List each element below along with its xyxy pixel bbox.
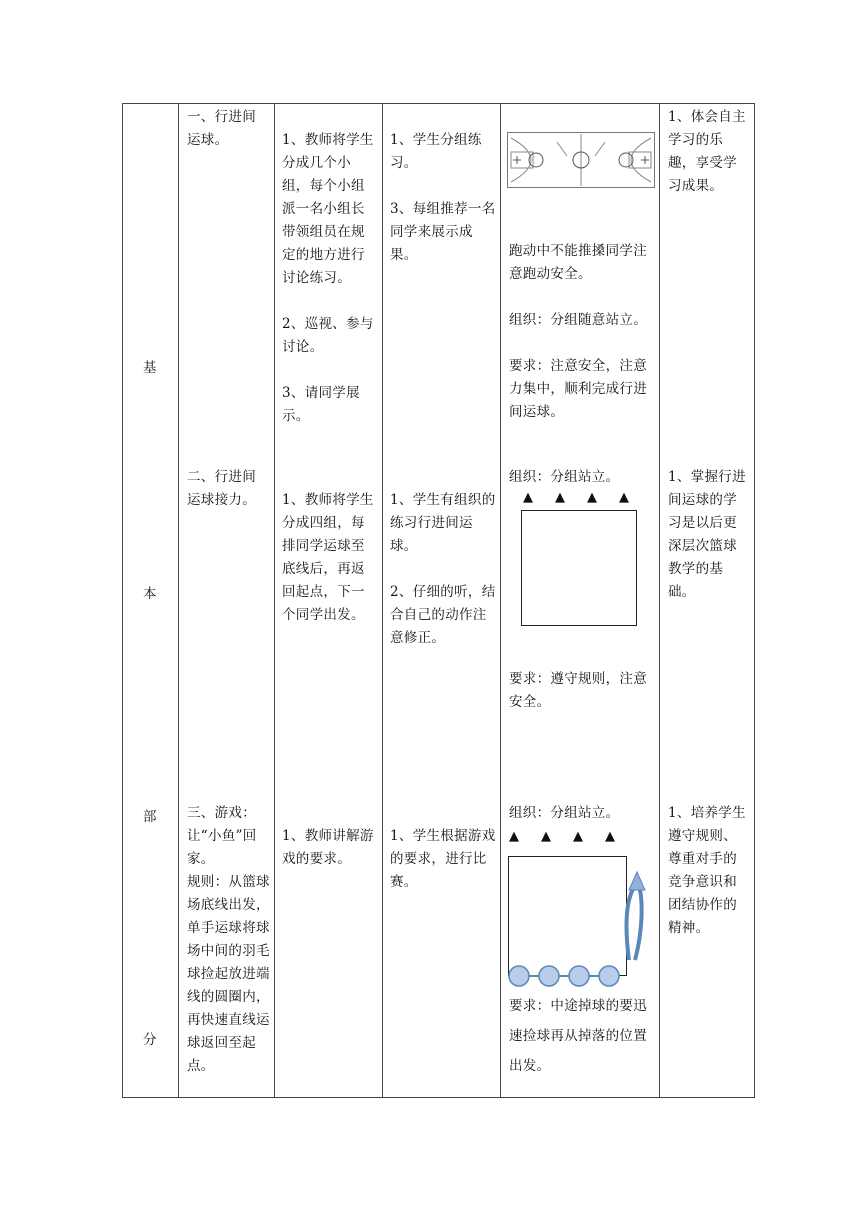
- circle-icon: [599, 966, 619, 986]
- row3-organization-label: 组织：分组站立。: [509, 805, 620, 821]
- row2-student: [390, 466, 496, 673]
- section-label-char: 分: [143, 1032, 157, 1048]
- lesson-plan-table: [122, 103, 755, 1098]
- organization-note: 要求：注意安全，注意力集中，顺利完成行进间运球。: [509, 358, 647, 420]
- row2-content: 二、行进间 运球接力。: [187, 469, 256, 508]
- row3-teacher: [282, 802, 378, 894]
- student-step: 1、学生分组练习。: [390, 132, 482, 171]
- column-divider: [500, 104, 501, 1097]
- row1-student: [390, 106, 496, 290]
- column-divider: [659, 104, 660, 1097]
- circle-icon: [569, 966, 589, 986]
- organization-note: 组织：分组随意站立。: [509, 312, 647, 328]
- organization-note: 跑动中不能推搡同学注意跑动安全。: [509, 243, 647, 282]
- row1-content: 一、行进间 运球。: [187, 109, 256, 148]
- return-arrow-icon: [623, 870, 649, 962]
- section-label-char: 基: [143, 360, 157, 376]
- row3-goal: 1、培养学生遵守规则、尊重对手的竞争意识和团结协作的精神。: [668, 805, 746, 936]
- teacher-step: 2、巡视、参与讨论。: [282, 316, 374, 355]
- student-step: 1、学生根据游戏的要求，进行比赛。: [390, 828, 496, 890]
- teacher-step: 1、教师将学生分成几个小组，每个小组派一名小组长带领组员在规定的地方进行讨论练习。: [282, 132, 374, 286]
- teacher-step: 3、请同学展示。: [282, 385, 360, 424]
- player-markers: [509, 828, 637, 846]
- player-marker-icon: ▲: [573, 829, 583, 844]
- teacher-step: 1、教师将学生分成四组，每排同学运球至底线后，再返回起点，下一个同学出发。: [282, 492, 374, 623]
- column-divider: [382, 104, 383, 1097]
- section-label-char: 部: [143, 809, 157, 825]
- column-divider: [274, 104, 275, 1097]
- court-square-diagram: [521, 510, 637, 626]
- row1-teacher: [282, 106, 378, 451]
- player-marker-icon: ▲: [555, 490, 565, 505]
- shuttlecock-circles: [507, 964, 623, 988]
- row2-goal: 1、掌握行进间运球的学习是以后更深层次篮球教学的基础。: [668, 469, 746, 600]
- row3-content: 三、游戏：让“小鱼”回家。 规则：从篮球场底线出发，单手运球将球场中间的羽毛球捡起放进端线的圆圈内，再快速直线运球返回至起点。: [187, 805, 270, 1074]
- circle-icon: [539, 966, 559, 986]
- basketball-court-diagram: [507, 132, 655, 188]
- student-step: 3、每组推荐一名同学来展示成果。: [390, 201, 496, 263]
- row2-organization-label: 组织：分组站立。: [509, 469, 620, 485]
- player-markers: [523, 489, 651, 507]
- player-marker-icon: ▲: [605, 829, 615, 844]
- row1-goal: 1、体会自主学习的乐趣，享受学习成果。: [668, 109, 746, 194]
- student-step: 2、仔细的听，结合自己的动作注意修正。: [390, 584, 496, 646]
- player-marker-icon: ▲: [509, 829, 519, 844]
- row2-requirement: 要求：遵守规则，注意安全。: [509, 671, 647, 710]
- player-marker-icon: ▲: [523, 490, 533, 505]
- player-marker-icon: ▲: [587, 490, 597, 505]
- teacher-step: 1、教师讲解游戏的要求。: [282, 828, 374, 867]
- row3-requirement: 要求：中途掉球的要迅速捡球再从掉落的位置出发。: [509, 998, 647, 1074]
- section-label-char: 本: [143, 586, 157, 602]
- player-marker-icon: ▲: [541, 829, 551, 844]
- column-divider: [178, 104, 179, 1097]
- player-marker-icon: ▲: [619, 490, 629, 505]
- circle-icon: [509, 966, 529, 986]
- student-step: 1、学生有组织的练习行进间运球。: [390, 492, 496, 554]
- game-court-diagram: [508, 856, 627, 976]
- row3-student: [390, 802, 496, 917]
- row1-organization-notes: [509, 217, 655, 447]
- row2-teacher: [282, 466, 378, 650]
